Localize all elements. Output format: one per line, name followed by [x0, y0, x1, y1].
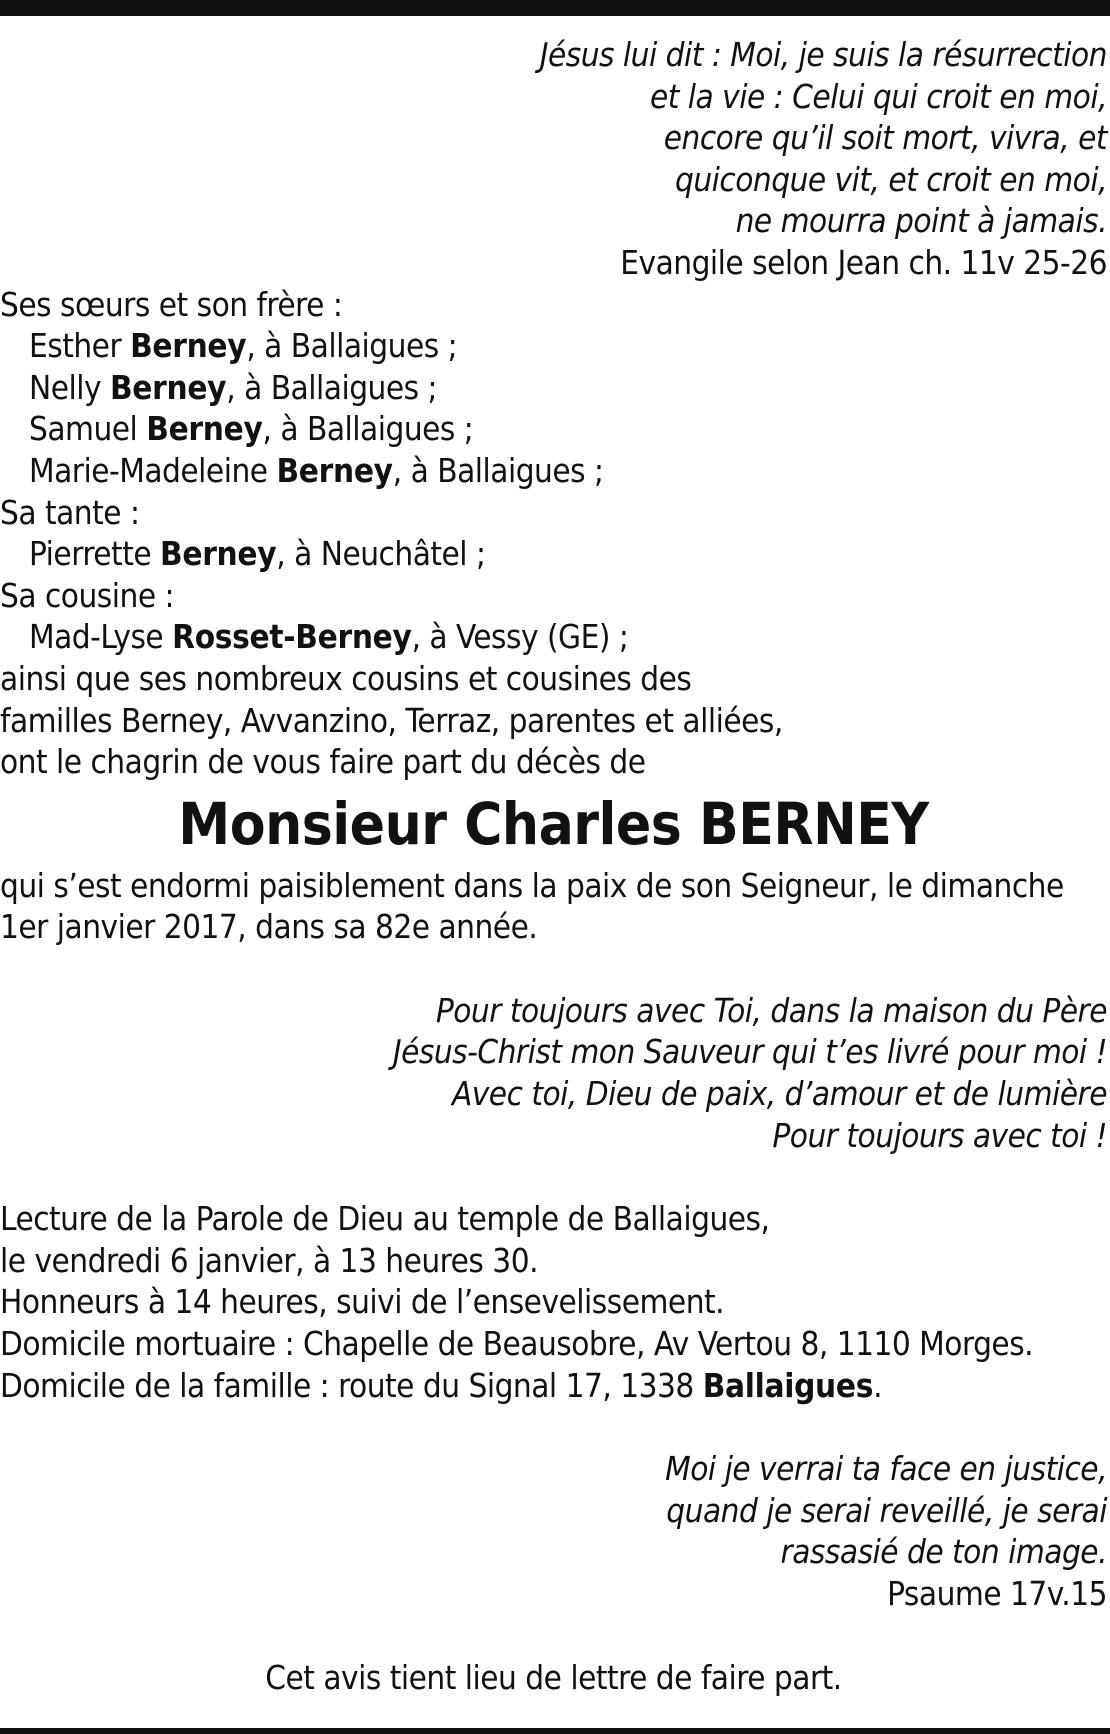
- member-place: , à Neuchâtel ;: [276, 534, 486, 574]
- member-place: , à Ballaigues ;: [226, 367, 438, 407]
- death-notice-line: qui s’est endormi paisiblement dans la paix de son Seigneur, le dimanche: [0, 865, 1064, 905]
- member-place: , à Vessy (GE) ;: [411, 617, 629, 657]
- spacer: [0, 1406, 1107, 1448]
- family-closing-line: familles Berney, Avvanzino, Terraz, parentes et alliées,: [0, 700, 783, 740]
- member-first-name: Mad-Lyse: [29, 617, 173, 657]
- obituary-notice: [0, 34, 1107, 1698]
- member-first-name: Esther: [29, 326, 131, 366]
- member-last-name: Berney: [146, 409, 263, 449]
- family-member: [0, 408, 1107, 450]
- member-last-name: Berney: [276, 450, 393, 490]
- epigraph-line: encore qu’il soit mort, vivra, et: [663, 118, 1107, 158]
- family-member: [0, 533, 1107, 575]
- deceased-name: Monsieur Charles BERNEY: [178, 789, 929, 858]
- verse: [0, 990, 1107, 1156]
- member-first-name: Marie-Madeleine: [29, 450, 277, 490]
- psalm-line: quand je serai reveillé, je serai: [666, 1490, 1107, 1530]
- siblings-heading: Ses sœurs et son frère :: [0, 284, 343, 324]
- member-last-name: Rosset-Berney: [172, 617, 412, 657]
- epigraph-line: Jésus lui dit : Moi, je suis la résurrection: [539, 35, 1107, 74]
- member-first-name: Pierrette: [29, 534, 161, 574]
- family-address-street: Domicile de la famille : route du Signal 17, 1338: [0, 1365, 703, 1405]
- member-place: , à Ballaigues ;: [262, 409, 474, 449]
- family-address-town: Ballaigues: [702, 1365, 874, 1405]
- epigraph-line: quiconque vit, et croit en moi,: [675, 159, 1107, 199]
- ceremony-line: Lecture de la Parole de Dieu au temple de Ballaigues,: [0, 1199, 770, 1239]
- top-border: [0, 0, 1110, 16]
- family-member: [0, 616, 1107, 658]
- epigraph-line: ne mourra point à jamais.: [735, 201, 1107, 241]
- member-first-name: Samuel: [29, 409, 147, 449]
- family-closing-line: ont le chagrin de vous faire part du décès de: [0, 742, 646, 782]
- family-member: [0, 367, 1107, 409]
- verse-line: Jésus-Christ mon Sauveur qui t’es livré pour moi !: [392, 1032, 1107, 1072]
- death-notice: [0, 865, 1107, 948]
- epigraph-line: et la vie : Celui qui croit en moi,: [649, 76, 1107, 116]
- ceremony-line: Honneurs à 14 heures, suivi de l’ensevelissement.: [0, 1282, 725, 1322]
- bottom-border: [0, 1728, 1110, 1734]
- member-place: , à Ballaigues ;: [246, 326, 458, 366]
- death-notice-line: 1er janvier 2017, dans sa 82e année.: [0, 907, 538, 947]
- member-last-name: Berney: [160, 534, 277, 574]
- verse-line: Pour toujours avec toi !: [772, 1115, 1107, 1155]
- verse-line: Pour toujours avec Toi, dans la maison du Père: [435, 990, 1107, 1030]
- family-address-suffix: .: [873, 1365, 883, 1405]
- member-place: , à Ballaigues ;: [392, 450, 604, 490]
- family-address: [0, 1365, 1107, 1407]
- epigraph-reference: Evangile selon Jean ch. 11v 25-26: [620, 242, 1107, 282]
- psalm: [0, 1448, 1107, 1614]
- epigraph: [0, 34, 1107, 284]
- family-member: [0, 325, 1107, 367]
- family-closing-line: ainsi que ses nombreux cousins et cousines des: [0, 658, 692, 698]
- psalm-reference: Psaume 17v.15: [887, 1574, 1107, 1613]
- family-list: [0, 284, 1107, 783]
- spacer: [0, 1615, 1107, 1657]
- spacer: [0, 948, 1107, 990]
- ceremony-line: le vendredi 6 janvier, à 13 heures 30.: [0, 1240, 539, 1280]
- family-member: [0, 450, 1107, 492]
- footer-note: Cet avis tient lieu de lettre de faire part.: [265, 1657, 842, 1697]
- member-last-name: Berney: [109, 367, 227, 407]
- ceremony-details: [0, 1198, 1107, 1406]
- spacer: [0, 1156, 1107, 1198]
- member-last-name: Berney: [130, 326, 247, 366]
- aunt-heading: Sa tante :: [0, 492, 140, 532]
- verse-line: Avec toi, Dieu de paix, d’amour et de lumière: [451, 1074, 1107, 1114]
- cousin-heading: Sa cousine :: [0, 575, 175, 615]
- psalm-line: Moi je verrai ta face en justice,: [665, 1449, 1107, 1489]
- ceremony-line: Domicile mortuaire : Chapelle de Beausobre, Av Vertou 8, 1110 Morges.: [0, 1324, 1034, 1364]
- psalm-line: rassasié de ton image.: [780, 1532, 1107, 1572]
- member-first-name: Nelly: [29, 367, 110, 407]
